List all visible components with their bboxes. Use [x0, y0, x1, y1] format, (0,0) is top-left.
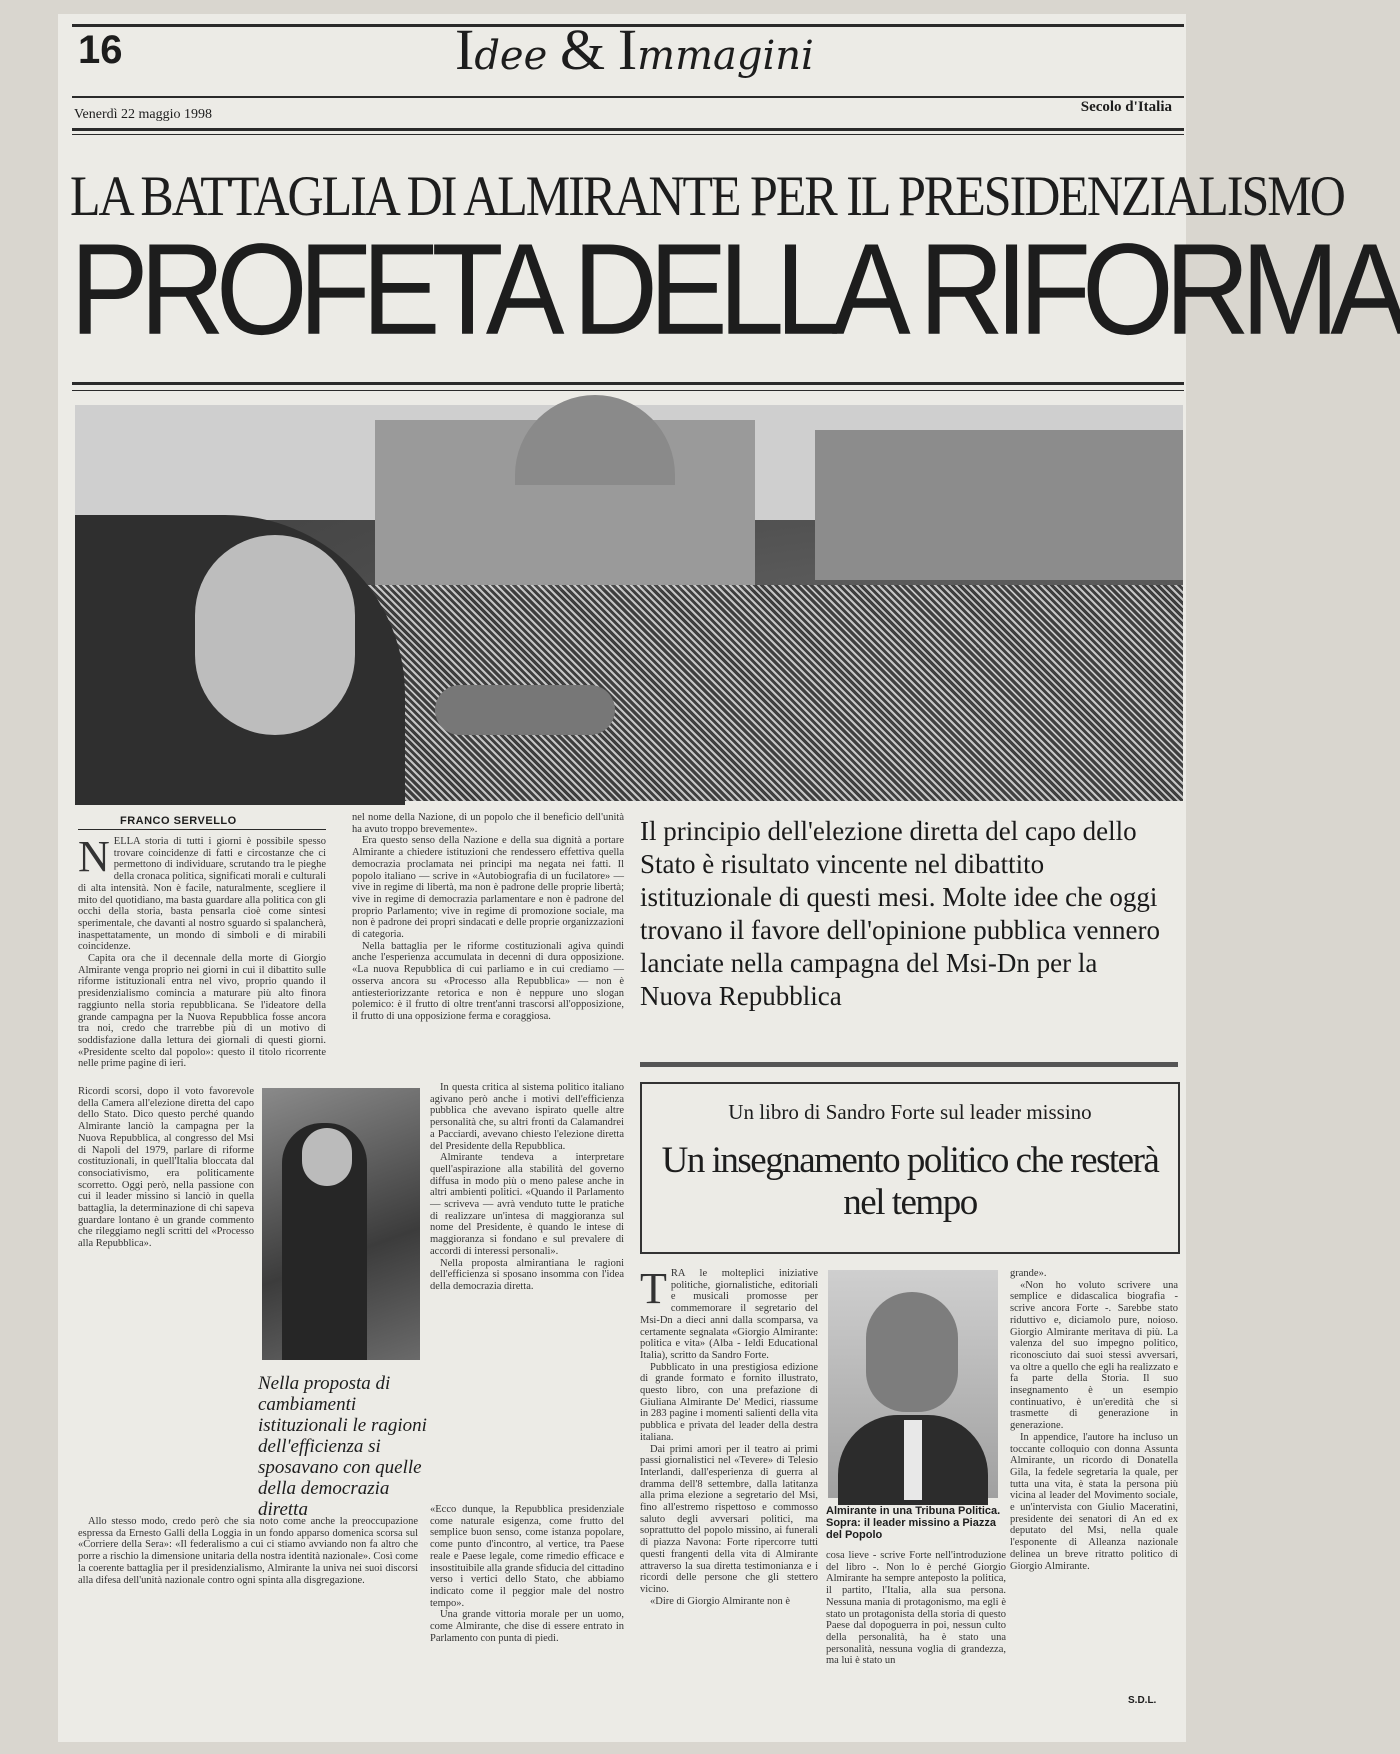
col2-para-e: Almirante tendeva a interpretare quell'aspirazione alla stabilità del governo diffusa in modo più o meno palese anche in altri ambienti politici. «Quando il Parlamento — scriveva — avrà venduto tutte le pratiche di realizzare un'intesa di maggioranza sul nome del Presidente, è quando le intese di maggioranza si fondano e sul prevalere di accordi di interessi personali».: [430, 1152, 624, 1257]
col2-para-g: «Ecco dunque, la Repubblica presidenziale come naturale esigenza, come frutto del semplice buon senso, come istanza popolare, come punto d'incontro, al vertice, tra Paese reale e Paese legale, come rimedio efficace e insostituibile alla grande sfiducia del cittadino verso i vertici dello Stato, che abbiamo indicato come il peggior male del nostro tempo».: [430, 1504, 624, 1609]
almirante-portrait-photo: [828, 1270, 998, 1498]
box-subtitle: Un libro di Sandro Forte sul leader missino: [728, 1100, 1092, 1124]
signature: S.D.L.: [1128, 1695, 1157, 1706]
headline-rule-thin: [72, 390, 1184, 391]
column-4: [826, 1550, 1006, 1714]
col1-para-d: Allo stesso modo, credo però che sia noto come anche la preoccupazione espressa da Ernesto Galli della Loggia in un fondo apparso domenica scorsa sul «Corriere della Sera»: «Il federalismo a cui ci stiamo avviando non fa altro che porre a rischio la dimensione unitaria della nostra identità nazionale». Così come la coerente battaglia per il presidenzialismo, Almirante la univa nei suoi discorsi alla difesa dell'unità nazionale contro ogni spinta alla disgregazione.: [78, 1516, 418, 1586]
column-5: [1010, 1268, 1178, 1688]
box-top-rule: [640, 1062, 1178, 1067]
standfirst: Il principio dell'elezione diretta del capo dello Stato è risultato vincente nel dibattito istituzionale di questi mesi. Molte idee che oggi trovano il favore dell'opinione pubblica vennero lanciate nella campagna del Msi-Dn per la Nuova Repubblica: [640, 816, 1160, 1011]
dateline: Venerdì 22 maggio 1998: [74, 107, 213, 122]
header-rule-lower: [72, 128, 1184, 131]
column-2-bottom: [430, 1504, 624, 1712]
photo-microphones: [435, 685, 615, 735]
col5-para-a: grande».: [1010, 1268, 1047, 1279]
column-2-mid: [430, 1082, 624, 1502]
col2-para-c: Nella battaglia per le riforme costituzionali agiva quindi anche l'esperienza accumulata in decenni di dura opposizione. «La nuova Repubblica di cui parliamo e in cui crediamo — osserva ancora su «Processo alla Repubblica» — non è antiesteriorizzante retorica e non è neppure uno slogan polemico: è il frutto di oltre trent'anni trascorsi all'opposizione, il frutto di una opposizione ferma e coraggiosa.: [352, 940, 624, 1022]
column-3: [640, 1264, 818, 1714]
dropcap-2: T: [640, 1264, 667, 1313]
photo-speaker-head: [195, 535, 355, 735]
portrait-caption: Almirante in una Tribuna Politica. Sopra: il leader missino a Piazza del Popolo: [826, 1505, 1001, 1541]
col2-para-h: Una grande vittoria morale per un uomo, come Almirante, che dise di essere entrato in Parlamento con punta di piedi.: [430, 1609, 624, 1644]
header-rule: [72, 96, 1184, 98]
page-number: 16: [78, 28, 123, 72]
column-2-top: [352, 812, 624, 1080]
portrait-tie: [904, 1420, 922, 1500]
col2-para-f: Nella proposta almirantiana le ragioni dell'efficienza si sposano insomma con l'idea della democrazia diretta.: [430, 1257, 624, 1292]
masthead: Secolo d'Italia: [1080, 99, 1172, 115]
section-initial-2: I: [617, 17, 638, 82]
photo-face: [302, 1128, 352, 1186]
section-initial-1: I: [455, 17, 475, 82]
section-word-2: mmagini: [637, 33, 814, 79]
col2-para-a: nel nome della Nazione, di un popolo che il beneficio dell'unità ha avuto troppo brevemente».: [352, 812, 624, 835]
col3-para-c: Dai primi amori per il teatro ai primi passi giornalistici nel «Tevere» di Telesio Interlandi, dall'esperienza di guerra al dramma dell'8 settembre, dalla latitanza alla prima elezione a segretario del Msi, fino all'estremo rispettoso e commosso saluto degli avversari politici, ma soprattutto del popolo missino, ai funerali di piazza Navona: Forte ripercorre tutti questi frangenti della vita di Almirante attraverso la sua diretta testimonianza e i ricordi delle persone che gli stettero vicino.: [640, 1443, 818, 1595]
col1-para-a: ELLA storia di tutti i giorni è possibile spesso trovare coincidenze di fatti e circostanze che ci permettono di individuare, scrutando tra le pieghe della cronaca politica, significati morali e culturali di alta intensità. Non è facile, naturalmente, scegliere il mito del quotidiano, ma basta guardare alla politica con gli occhi della storia, basta pensarla cioè come sintesi sperimentale, che davanti al nostro sguardo si spalancherà, inaspettatamente, un mondo di simboli e di mirabili coincidenze.: [78, 836, 326, 953]
photo-caption-italic: Nella proposta di cambiamenti istituzionali le ragioni dell'efficienza si sposavano con quelle della democrazia diretta: [258, 1373, 427, 1520]
book-review-box: [640, 1082, 1180, 1254]
column-1-top: [78, 832, 326, 1084]
col3-para-d: «Dire di Giorgio Almirante non è: [650, 1595, 791, 1607]
main-headline: PROFETA DELLA RIFORMA: [70, 217, 1400, 363]
col1-para-c: Ricordi scorsi, dopo il voto favorevole della Camera all'elezione diretta del capo dello Stato. Dico questo perché quando Almirante lanciò la campagna per la Nuova Repubblica, al congresso del Msi di Napoli del 1979, parlare di riforme costituzionali, in quell'Italia bloccata dal consociativismo, era politicamente scorretto. Oggi però, nella passione con cui il leader missino si lanciò in quella battaglia, la determinazione di chi sapeva guardare lontano è un grande commento che rileggiamo negli scritti del «Processo alla Repubblica».: [78, 1086, 254, 1250]
column-1-mid: [78, 1086, 254, 1514]
col1-para-b: Capita ora che il decennale della morte di Giorgio Almirante venga proprio nei giorni in cui il dibattito sulle riforme istituzionali entra nel vivo, proprio quando il presidenzialismo comincia a maturare più alto finora raggiunto nella storia repubblicana. Se l'ideatore della grande campagna per la Nuova Repubblica fosse ancora tra noi, credo che trarrebbe più di un motivo di soddisfazione dalla lettura dei giornali di questi giorni. «Presidente scelto dal popolo»: questo il titolo ricorrente nelle prime pagine di ieri.: [78, 953, 326, 1070]
box-title: Un insegnamento politico che resterà nel tempo: [661, 1140, 1159, 1223]
header-rule-thin: [72, 134, 1184, 135]
section-word-1: dee: [474, 33, 548, 79]
col3-para-a: RA le molteplici iniziative politiche, giornalistiche, editoriali e musicali promosse per commemorare il segretario del Msi-Dn a dieci anni dalla scomparsa, va certamente segnalata «Giorgio Almirante: politica e vita» (Alba - Ieldi Educational Italia), scritto da Sandro Forte.: [640, 1268, 818, 1361]
col4-para-a: cosa lieve - scrive Forte nell'introduzione del libro -. Non lo è perché Giorgio Almirante ha sempre anteposto la politica, il partito, l'Italia, alla sua persona. Nessuna mania di protagonismo, ma egli è stato un protagonista della storia di questo Paese dal dopoguerra in poi, nessun culto della personalità, ha è stato una personalità, nessuna voglia di grandezza, ma lui è stato un: [826, 1550, 1006, 1667]
section-ampersand: &: [560, 17, 606, 82]
col3-para-b: Pubblicato in una prestigiosa edizione di grande formato e fornito illustrato, questo libro, con una prefazione di Giuliana Almirante De' Medici, riassume in 283 pagine i momenti salienti della vita pubblica e privata del leader della destra italiana.: [640, 1361, 818, 1443]
photo-palazzo: [815, 430, 1183, 580]
rally-photo: [75, 405, 1183, 801]
col5-para-b: «Non ho voluto scrivere una semplice e didascalica biografia - scrive ancora Forte -. Sarebbe stato riduttivo e, diciamolo pure, noioso. Giorgio Almirante meritava di più. La valenza del suo impegno politico, riconosciuto dai suoi stessi avversari, va oltre a quello che egli ha realizzato e fa parte della Storia. Il suo insegnamento è un esempio continuativo, è un'eredità che si trasmette di generazione in generazione.: [1010, 1279, 1178, 1432]
portrait-face: [866, 1292, 958, 1412]
col2-para-d: In questa critica al sistema politico italiano agivano però anche i motivi dell'efficienza pubblica che avevano ispirato quelle altre personalità che, su altri fronti da Calamandrei a Pacciardi, avevano chiesto l'elezione diretta del Presidente della Repubblica.: [430, 1082, 624, 1152]
col2-para-b: Era questo senso della Nazione e della sua dignità a portare Almirante a chiedere istituzioni che rendessero effettiva quella democrazia proclamata nei principi ma negata nei fatti. Il popolo italiano — scrive in «Autobiografia di un fucilatore» — vive in regime di libertà, ma non è padrone delle proprie libertà; vive in regime di democrazia parlamentare e non è padrone del proprio Parlamento; vive in regime di promozione sociale, ma non è padrone dei propri sindacati e delle proprie organizzazioni di categoria.: [352, 835, 624, 941]
column-1-bottom: [78, 1516, 418, 1716]
almirante-crowd-photo: [262, 1088, 420, 1360]
headline-rule: [72, 382, 1184, 385]
kicker-headline: LA BATTAGLIA DI ALMIRANTE PER IL PRESIDENZIALISMO: [70, 163, 1344, 228]
byline: FRANCO SERVELLO: [120, 815, 237, 827]
dropcap: N: [78, 832, 110, 881]
section-title: [455, 16, 814, 83]
byline-rule: [78, 829, 326, 830]
col5-para-c: In appendice, l'autore ha incluso un toccante colloquio con donna Assunta Almirante, un ricordo di Donatella Gila, la fedele segretaria la quale, per tutta una vita, è stata la persona più vicina al leader del Movimento sociale, e un'intervista con Giulio Maceratini, presidente dei senatori di An ed ex deputato del Msi, nella quale l'esponente di Alleanza nazionale delinea un breve ritratto politico di Giorgio Almirante.: [1010, 1431, 1178, 1572]
